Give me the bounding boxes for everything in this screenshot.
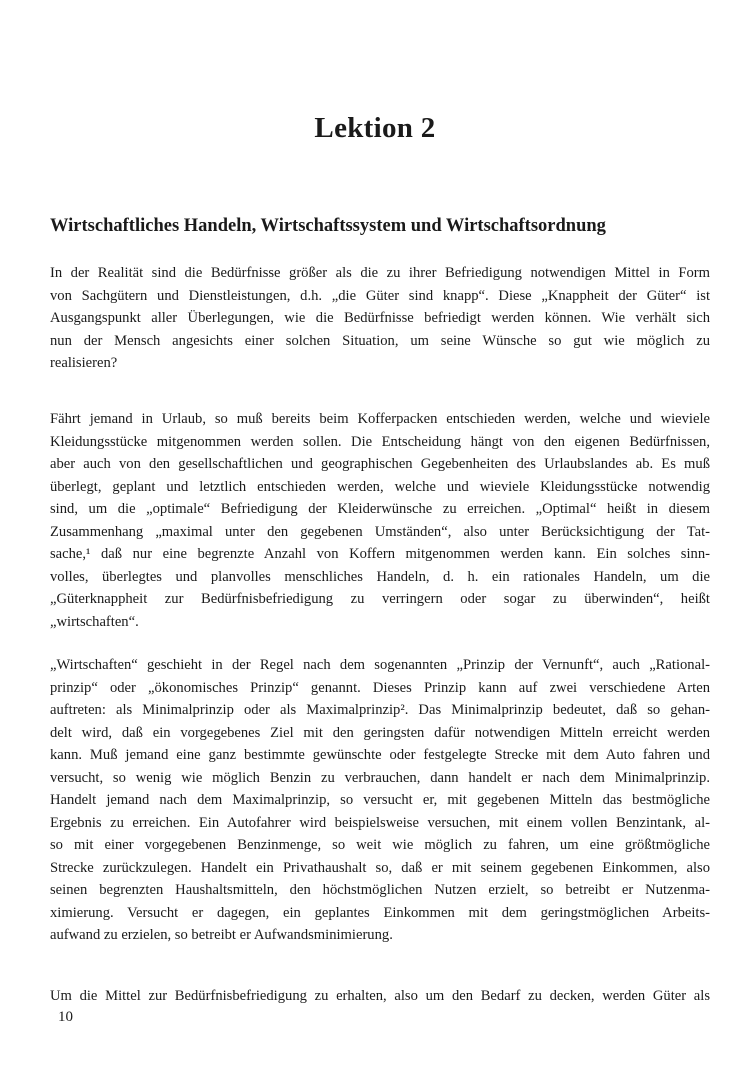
text-line: In der Realität sind die Bedürfnisse größer als die zu ihrer Befriedigung notwendigen Mittel in Form [50, 265, 710, 281]
text-line: von Sachgütern und Dienstleistungen, d.h. „die Güter sind knapp“. Diese „Knappheit der Güter“ ist [50, 287, 710, 304]
text-line: „Güterknappheit zur Bedürfnisbefriedigung zu verringern oder sogar zu überwinden“, heißt [50, 591, 710, 607]
text-line: Ergebnis zu erreichen. Ein Autofahrer wird beispielsweise versuchen, mit einem vollen Benzintank, al- [50, 814, 710, 831]
page-number: 10 [58, 1009, 73, 1025]
text-line: Ausgangspunkt aller Überlegungen, wie die Bedürfnisse befriedigt werden können. Wie verhält sich [50, 310, 710, 326]
section-heading: Wirtschaftliches Handeln, Wirtschaftssystem und Wirtschaftsordnung [50, 216, 606, 236]
text-line: Kleidungsstücke mitgenommen werden sollen. Die Entscheidung hängt von den eigenen Bedürfnissen, [50, 433, 710, 450]
text-line: sache,¹ daß nur eine begrenzte Anzahl von Koffern mitgenommen werden kann. Ein solches sinn- [50, 546, 710, 562]
text-line: kann. Muß jemand eine ganz bestimmte gewünschte oder festgelegte Strecke mit dem Auto fahren und [50, 747, 710, 763]
paragraph-2 [50, 408, 710, 633]
text-line: versucht, so wenig wie möglich Benzin zu verbrauchen, dann handelt er nach dem Minimalprinzip. [50, 769, 710, 786]
text-line: delt wird, daß ein vorgegebenes Ziel mit den geringsten dafür notwendigen Mitteln erreicht werden [50, 724, 710, 741]
paragraph-4 [50, 985, 710, 1008]
text-line: sind, um die „optimale“ Befriedigung der Kleiderwünsche zu erreichen. „Optimal“ heißt in diesem [50, 501, 710, 517]
text-line: ximierung. Versucht er dagegen, ein geplantes Einkommen mit dem geringstmöglichen Arbeits- [50, 904, 710, 921]
text-line: volles, überlegtes und planvolles menschliches Handeln, d. h. ein rationales Handeln, um die [50, 568, 710, 585]
text-line: realisieren? [50, 355, 118, 371]
text-line: auftreten: als Minimalprinzip oder als Maximalprinzip². Das Minimalprinzip bedeutet, daß so gehan- [50, 702, 710, 718]
text-line: aber auch von den gesellschaftlichen und geographischen Gegebenheiten des Urlaubslandes ab. Es muß [50, 456, 710, 472]
text-line: aufwand zu erzielen, so betreibt er Aufwandsminimierung. [50, 927, 393, 943]
text-line: überlegt, geplant und letztlich entschieden werden, welche und wieviele Kleidungsstücke notwendig [50, 478, 710, 495]
text-line: nun der Mensch angesichts einer solchen Situation, um seine Wünsche so gut wie möglich zu [50, 332, 710, 349]
text-line: „wirtschaften“. [50, 613, 139, 630]
lesson-title: Lektion 2 [314, 112, 436, 144]
text-line: prinzip“ oder „ökonomisches Prinzip“ genannt. Dieses Prinzip kann auf zwei verschiedene Arten [50, 679, 710, 696]
text-line: „Wirtschaften“ geschieht in der Regel nach dem sogenannten „Prinzip der Vernunft“, auch „Rational- [50, 657, 710, 673]
text-line: seinen begrenzten Haushaltsmitteln, den höchstmöglichen Nutzen erzielt, so betreibt er Nutzenma- [50, 882, 710, 898]
text-line: Strecke zurückzulegen. Handelt ein Privathaushalt so, daß er mit seinem gegebenen Einkommen, also [50, 859, 710, 876]
text-line: Fährt jemand in Urlaub, so muß bereits beim Kofferpacken entschieden werden, welche und wieviele [50, 411, 710, 427]
text-line: Handelt jemand nach dem Maximalprinzip, so versucht er, mit gegebenen Mitteln das bestmögliche [50, 792, 710, 808]
paragraph-3 [50, 654, 710, 947]
text-line: Um die Mittel zur Bedürfnisbefriedigung zu erhalten, also um den Bedarf zu decken, werden Güter als [50, 988, 710, 1004]
text-line: so mit einer vorgegebenen Benzinmenge, so weit wie möglich zu fahren, um eine größtmögliche [50, 837, 710, 853]
text-line: Zusammenhang „maximal unter den gegebenen Umständen“, also unter Berücksichtigung der Tat- [50, 523, 710, 540]
paragraph-1 [50, 262, 710, 375]
